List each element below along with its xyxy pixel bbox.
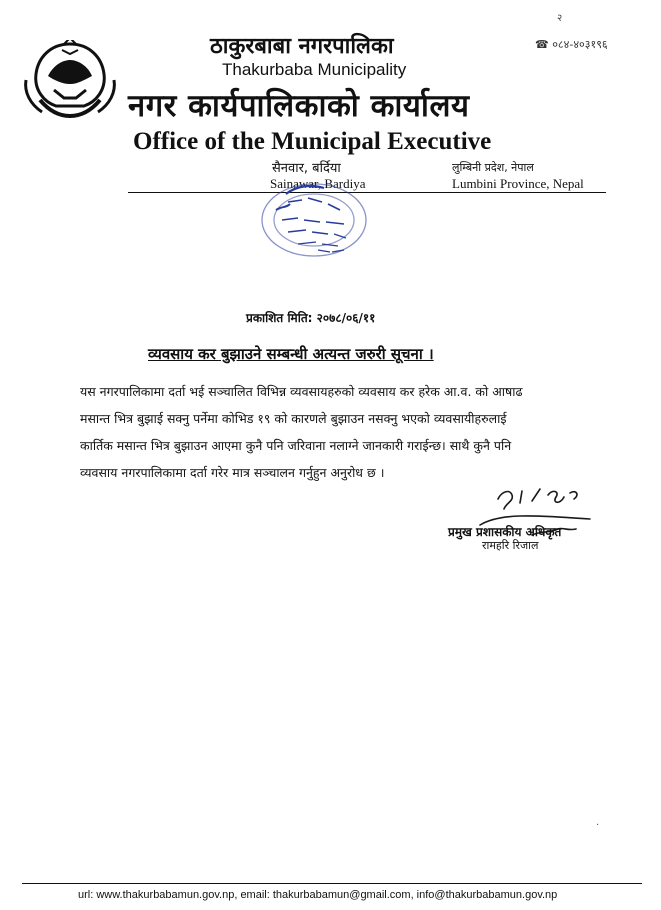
notice-body-line: मसान्त भित्र बुझाई सक्नु पर्नेमा कोभिड १९ को कारणले बुझाउन नसक्नु भएको व्यवसायीहरुलाई [80,411,507,426]
office-title-nepali: नगर कार्यपालिकाको कार्यालय [128,88,470,124]
municipality-name-nepali: ठाकुरबाबा नगरपालिका [210,34,394,59]
notice-subject: व्यवसाय कर बुझाउने सम्बन्धी अत्यन्त जरुरी सूचना । [148,345,434,363]
footer-divider [22,883,642,884]
notice-body-line: कार्तिक मसान्त भित्र बुझाउन आएमा कुनै पनि जरिवाना नलाग्ने जानकारी गराईन्छ। साथै कुनै पनि [80,438,512,453]
province-nepali: लुम्बिनी प्रदेश, नेपाल [452,161,534,174]
scan-speck: · [596,820,600,831]
phone-number: ☎ ०८४-४०३१९६ [535,38,608,51]
footer-contact: url: www.thakurbabamun.gov.np, email: thakurbabamun@gmail.com, info@thakurbabamun.gov.np [78,889,558,901]
municipality-name-english: Thakurbaba Municipality [222,60,407,79]
signatory-title: प्रमुख प्रशासकीय अधिकृत [448,525,562,539]
address-english: Sainawar, Bardiya [270,176,366,191]
office-stamp-icon [258,180,370,260]
published-date: प्रकाशित मिति: २०७८/०६/११ [246,311,376,325]
corner-mark: २ [557,13,563,24]
notice-body [80,378,640,486]
office-title-english: Office of the Municipal Executive [133,128,492,155]
signatory-name: रामहरि रिजाल [482,539,539,552]
address-nepali: सैनवार, बर्दिया [272,161,341,176]
notice-body-line: यस नगरपालिकामा दर्ता भई सञ्चालित विभिन्न व्यवसायहरुको व्यवसाय कर हरेक आ.व. को आषाढ [80,384,523,399]
province-english: Lumbini Province, Nepal [452,176,584,191]
notice-body-line: व्यवसाय नगरपालिकामा दर्ता गरेर मात्र सञ्चालन गर्नुहुन अनुरोध छ । [80,465,385,480]
nepal-emblem-icon [20,40,120,124]
